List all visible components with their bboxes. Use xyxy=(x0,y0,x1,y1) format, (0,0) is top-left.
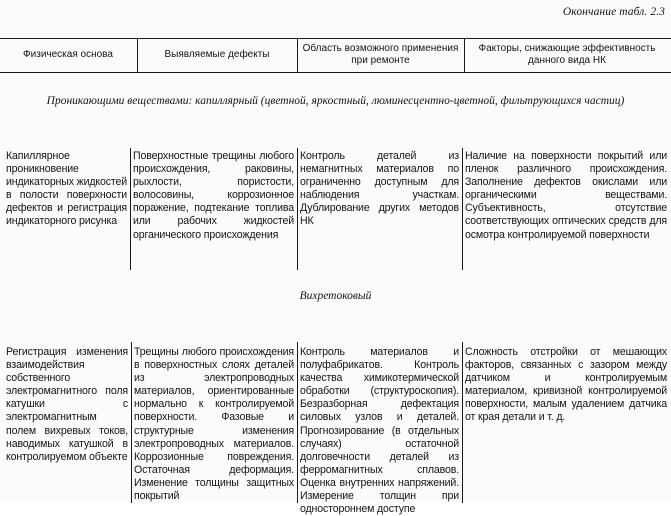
row2-divider-2 xyxy=(297,342,298,503)
row2-divider-1 xyxy=(131,342,132,503)
row1-limiting-factors: Наличие на поверхности покрытий или пленок различного происхождения. Заполнение дефектов окислами или органическими веществами. Субъективность, отсутствие соответствующих оптических средств для осмотра контролируемой поверхности xyxy=(465,150,667,241)
row1-divider-3 xyxy=(462,148,463,270)
header-physical-basis: Физическая основа xyxy=(23,49,113,60)
row2-application-area: Контроль материалов и полуфабрикатов. Контроль качества химикотермической обработки (структуроскопия). Безразборная дефектация силовых узлов и деталей. Прогнозирование (в отдельных случаях) остаточной долговечности деталей из ферромагнитных сплавов. Оценка внутренних напряжений. Измерение толщин при одностороннем доступе xyxy=(300,346,459,516)
header-bottom-rule xyxy=(0,72,671,73)
row2-detected-defects: Трещины любого происхождения в поверхностных слоях деталей из электропроводных материалов, ориентированные нормально к контролируемой поверхности. Фазовые и структурные изменения электропроводных материалов. Коррозионные повреждения. Остаточная деформация. Изменение толщины защитных покрытий xyxy=(134,346,294,503)
header-divider-3 xyxy=(464,38,465,72)
row1-divider-2 xyxy=(297,148,298,270)
row1-physical-basis: Капиллярное проникновение индикаторных жидкостей в полости поверхности дефектов и регистрация индикаторного рисунка xyxy=(6,150,127,228)
row2-limiting-factors: Сложность отстройки от мешающих факторов, связанных с зазором между датчиком и контролируемым материалом, кривизной контролируемой поверхности, малым удалением датчика от края детали и т. д. xyxy=(465,346,667,424)
header-divider-2 xyxy=(297,38,298,72)
row2-physical-basis: Регистрация изменения взаимодействия собственного электромагнитного поля катушки с электромагнитным полем вихревых токов, наводимых катушкой в контролируемом объекте xyxy=(6,346,128,463)
header-divider-1 xyxy=(137,38,138,72)
section-title-penetrant: Проникающими веществами: капиллярный (цветной, яркостный, люминесцентно-цветной, фильтрующихся частиц) xyxy=(46,95,625,107)
row2-divider-3 xyxy=(462,342,463,503)
row1-application-area: Контроль деталей из немагнитных материалов по ограниченно доступным для наблюдения участкам. Дублирование других методов НК xyxy=(300,150,459,228)
header-limiting-factors: Факторы, снижающие эффективность данного вида НК xyxy=(478,43,656,66)
header-application-area: Область возможного применения при ремонте xyxy=(302,43,459,66)
section-title-eddy-current: Вихретоковый xyxy=(299,290,372,302)
row1-detected-defects: Поверхностные трещины любого происхождения, раковины, рыхлости, пористости, волосовины, коррозионное поражение, подтекание топлива или рабочих жидкостей органического происхождения xyxy=(133,150,294,241)
table-caption: Окончание табл. 2.3 xyxy=(562,6,665,18)
header-detected-defects: Выявляемые дефекты xyxy=(164,49,270,60)
row1-divider-1 xyxy=(130,148,131,270)
